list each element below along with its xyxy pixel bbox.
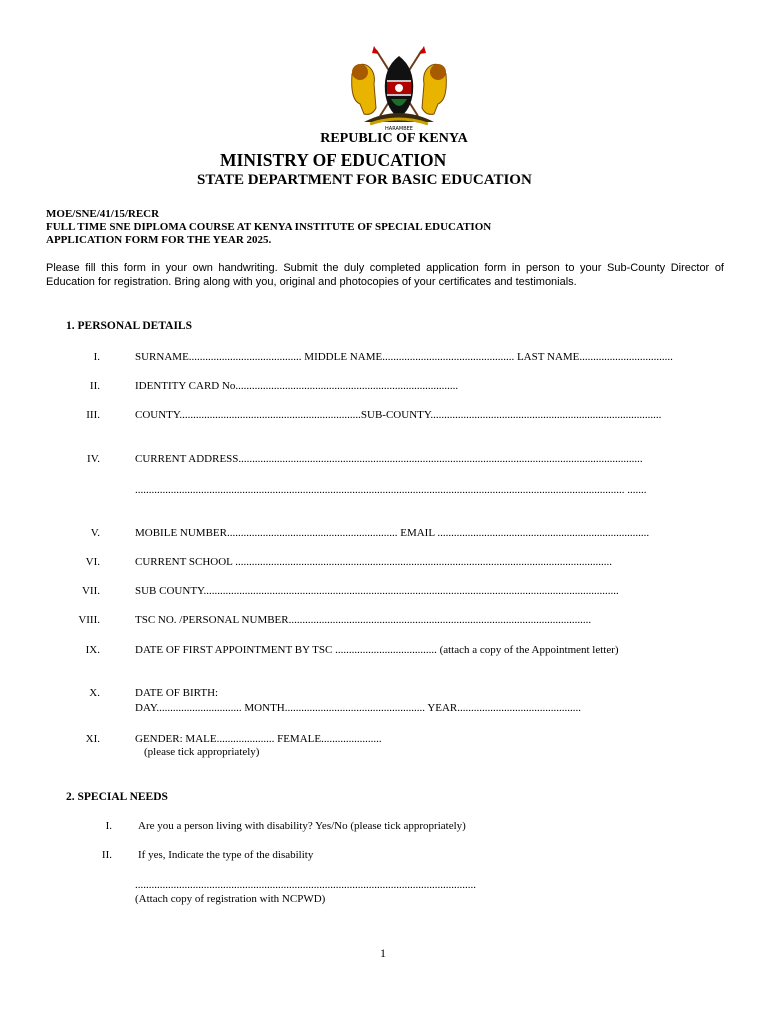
republic-heading: REPUBLIC OF KENYA <box>320 131 468 146</box>
ministry-heading: MINISTRY OF EDUCATION <box>220 150 447 170</box>
item-number: VII. <box>81 585 100 597</box>
page-number: 1 <box>380 946 386 960</box>
reference-code: MOE/SNE/41/15/RECR <box>46 208 160 220</box>
instructions-paragraph: Please fill this form in your own handwriting. Submit the duly completed application form in person to your Sub-County Director of Education for registration. Bring along with you, original and photocopies of your certificates and testimonials. <box>46 262 724 288</box>
coat-of-arms-emblem <box>346 44 452 132</box>
item-number: XI. <box>85 733 100 745</box>
gender-hint: (please tick appropriately) <box>144 746 260 758</box>
first-appointment-field[interactable]: DATE OF FIRST APPOINTMENT BY TSC ..................................... (attach a copy of the Appointment letter) <box>135 644 619 656</box>
gender-field[interactable]: GENDER: MALE..................... FEMALE...................... <box>135 733 382 745</box>
mobile-email-field[interactable]: MOBILE NUMBER.............................................................. EMAIL ............................................................................. <box>135 527 650 539</box>
section-special-needs-title: 2. SPECIAL NEEDS <box>66 791 168 803</box>
course-title: FULL TIME SNE DIPLOMA COURSE AT KENYA INSTITUTE OF SPECIAL EDUCATION <box>46 221 492 233</box>
tsc-number-field[interactable]: TSC NO. /PERSONAL NUMBER.............................................................................................................. <box>135 614 592 626</box>
state-department-heading: STATE DEPARTMENT FOR BASIC EDUCATION <box>197 172 532 188</box>
item-number: VIII. <box>78 614 100 626</box>
coat-motto: HARAMBEE <box>385 126 413 132</box>
identity-card-field[interactable]: IDENTITY CARD No................................................................................. <box>135 380 459 392</box>
item-number: III. <box>86 409 100 421</box>
section-personal-details-title: 1. PERSONAL DETAILS <box>66 320 193 332</box>
disability-type-field[interactable]: ............................................................................................................................ <box>135 879 476 891</box>
disability-question-field[interactable]: Are you a person living with disability? Yes/No (please tick appropriately) <box>138 820 466 832</box>
form-title: APPLICATION FORM FOR THE YEAR 2025. <box>46 234 272 246</box>
ncpwd-note: (Attach copy of registration with NCPWD) <box>135 893 326 905</box>
sub-county-field[interactable]: SUB COUNTY....................................................................................................................................................... <box>135 585 619 597</box>
current-address-field[interactable]: CURRENT ADDRESS................................................................................................................................................... <box>135 453 643 465</box>
current-address-line2-field[interactable]: .................................................................................................................................................................................. ....... <box>135 484 647 496</box>
item-number: VI. <box>85 556 100 568</box>
item-number: I. <box>105 820 112 832</box>
item-number: V. <box>90 527 100 539</box>
date-of-birth-field[interactable]: DAY............................... MONTH................................................... YEAR............................................. <box>135 702 582 714</box>
item-number: II. <box>89 380 100 392</box>
county-field[interactable]: COUNTY..................................................................SUB-COUNTY.................................................................................... <box>135 409 662 421</box>
surname-names-field[interactable]: SURNAME......................................... MIDDLE NAME................................................ LAST NAME.................................. <box>135 351 673 363</box>
current-school-field[interactable]: CURRENT SCHOOL ......................................................................................................................................... <box>135 556 612 568</box>
item-number: IX. <box>85 644 100 656</box>
disability-type-label: If yes, Indicate the type of the disability <box>138 849 314 861</box>
item-number: II. <box>101 849 112 861</box>
item-number: X. <box>89 687 100 699</box>
item-number: I. <box>93 351 100 363</box>
item-number: IV. <box>87 453 100 465</box>
date-of-birth-label: DATE OF BIRTH: <box>135 687 219 699</box>
